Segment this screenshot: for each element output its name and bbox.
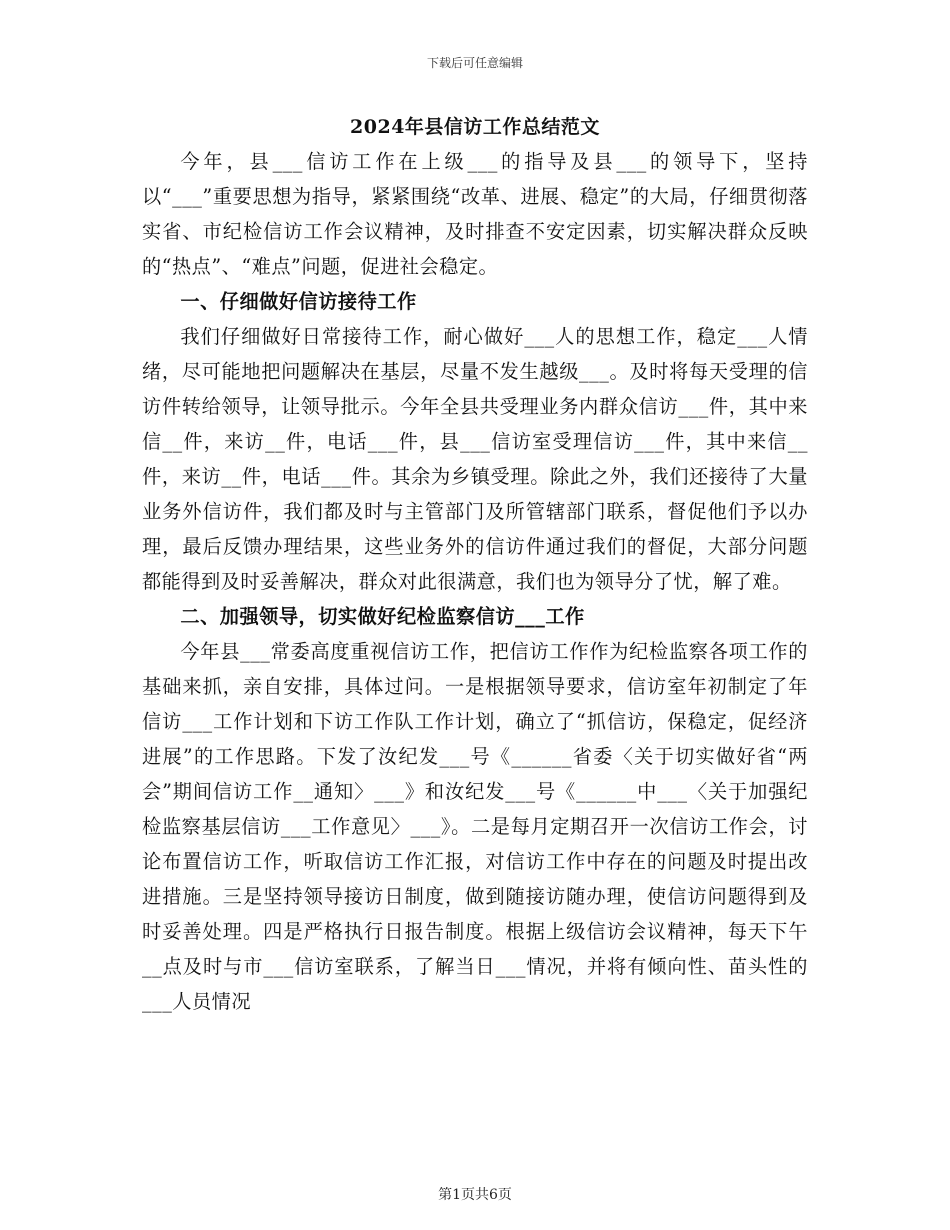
section-1-heading: 一、仔细做好信访接待工作 xyxy=(180,290,417,313)
document-body xyxy=(142,112,808,1019)
page-header-note: 下载后可任意编辑 xyxy=(426,56,523,70)
document-title: 2024年县信访工作总结范文 xyxy=(350,116,600,138)
page-footer-indicator: 第1页共6页 xyxy=(438,1187,512,1203)
section-1-paragraph: 我们仔细做好日常接待工作，耐心做好___人的思想工作，稳定___人情绪，尽可能地把问题解决在基层，尽量不发生越级___。及时将每天受理的信访件转给领导，让领导批示。今年全县共受理业务内群众信访___件，其中来信__件，来访__件，电话___件，县___信访室受理信访___件，其中来信__件，来访__件，电话___件。其余为乡镇受理。除此之外，我们还接待了大量业务外信访件，我们都及时与主管部门及所管辖部门联系，督促他们予以办理，最后反馈办理结果，这些业务外的信访件通过我们的督促，大部分问题都能得到及时妥善解决，群众对此很满意，我们也为领导分了忧，解了难。 xyxy=(142,325,808,593)
intro-paragraph: 今年，县___信访工作在上级___的指导及县___的领导下，坚持以“___”重要思想为指导，紧紧围绕“改革、进展、稳定”的大局，仔细贯彻落实省、市纪检信访工作会议精神，及时排查不安定因素，切实解决群众反映的“热点”、“难点”问题，促进社会稳定。 xyxy=(142,150,808,278)
section-2-heading: 二、加强领导，切实做好纪检监察信访___工作 xyxy=(180,605,585,628)
section-2-paragraph: 今年县___常委高度重视信访工作，把信访工作作为纪检监察各项工作的基础来抓，亲自安排，具体过问。一是根据领导要求，信访室年初制定了年信访___工作计划和下访工作队工作计划，确立了“抓信访，保稳定，促经济进展”的工作思路。下发了汝纪发___号《______省委〈关于切实做好省“两会”期间信访工作__通知〉___》和汝纪发___号《______中___〈关于加强纪检监察基层信访___工作意见〉___》。二是每月定期召开一次信访工作会，讨论布置信访工作，听取信访工作汇报，对信访工作中存在的问题及时提出改进措施。三是坚持领导接访日制度，做到随接访随办理，使信访问题得到及时妥善处理。四是严格执行日报告制度。根据上级信访会议精神，每天下午__点及时与市___信访室联系，了解当日___情况，并将有倾向性、苗头性的___人员情况 xyxy=(142,640,808,1013)
